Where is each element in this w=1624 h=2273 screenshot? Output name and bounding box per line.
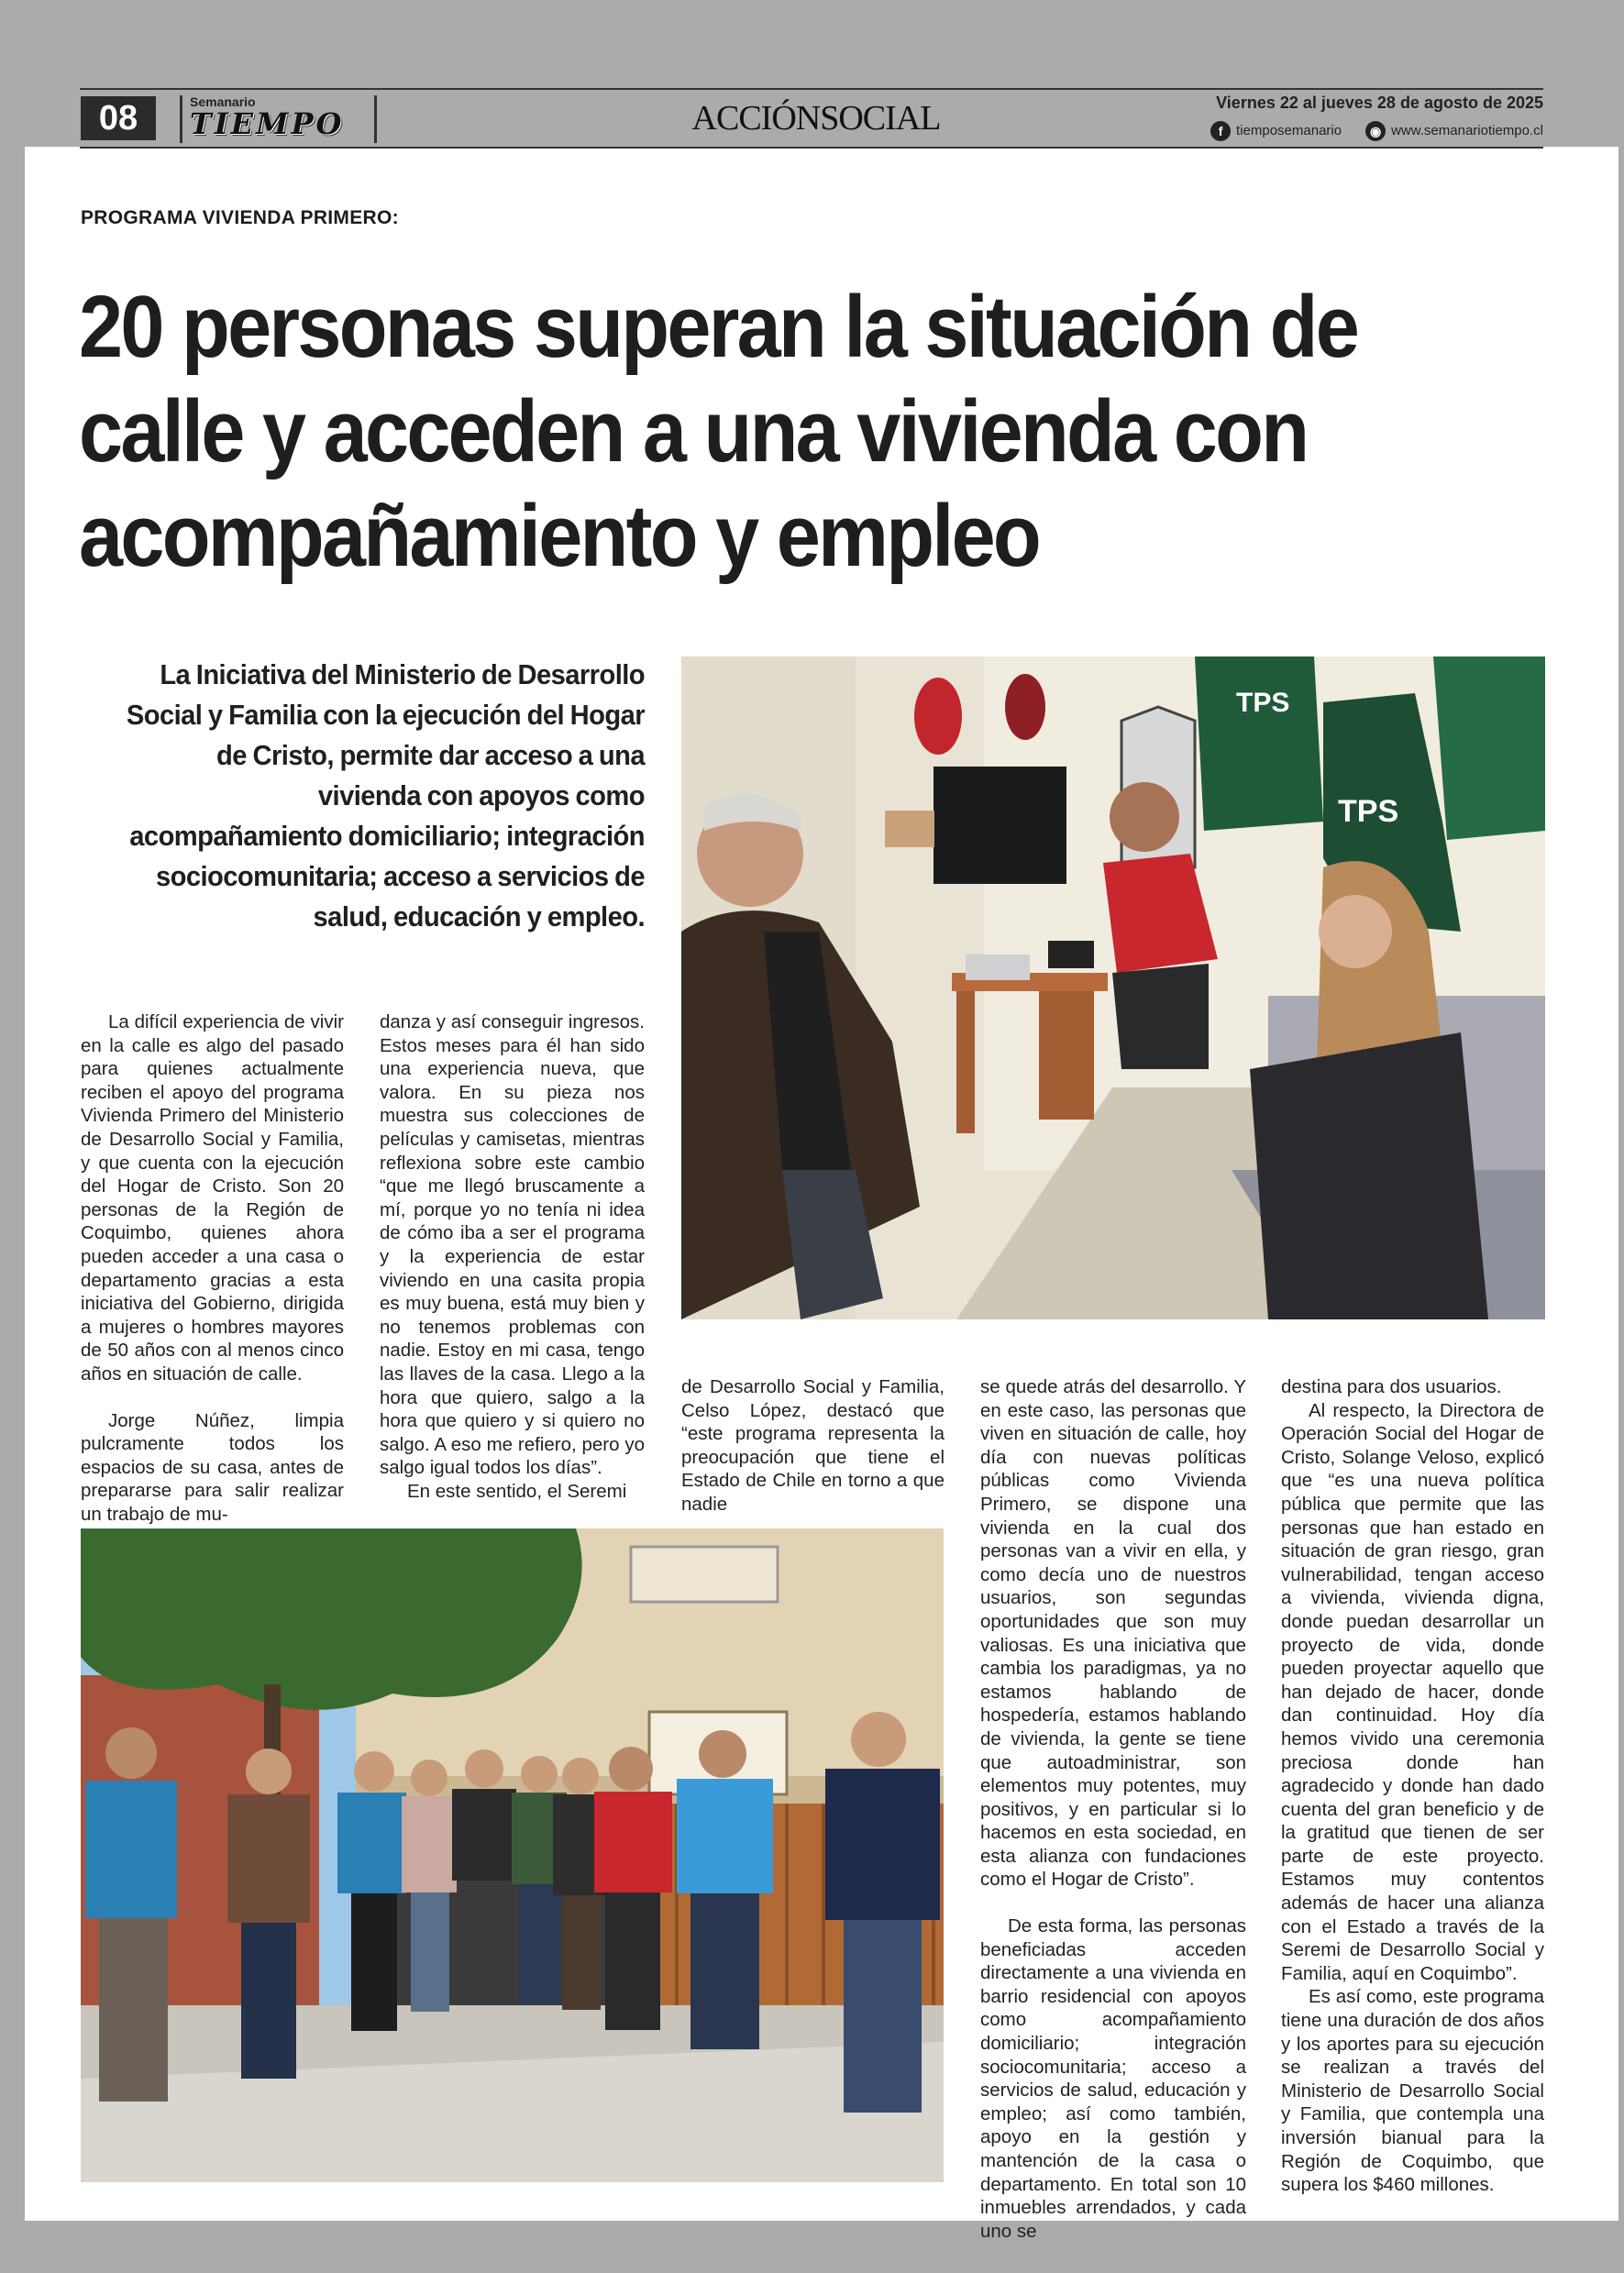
section-title: ACCIÓNSOCIAL xyxy=(691,99,941,138)
paragraph: De esta forma, las personas beneficiadas acceden directamente a una vivienda en barrio residencial con apoyos como acompañamiento domiciliario; integración sociocomunitaria; acceso a servicios de salud, educación y empleo; así como también, apoyo en la gestión y mantención de la casa o departamento. En total son 10 inmuebles arrendados, y cada uno se xyxy=(980,1915,1246,2242)
masthead-brand xyxy=(180,95,377,143)
article-kicker: PROGRAMA VIVIENDA PRIMERO: xyxy=(81,207,399,228)
brand-small-label: Semanario xyxy=(190,94,256,109)
web-icon: ◉ xyxy=(1365,121,1386,141)
paragraph: Al respecto, la Directora de Operación Social del Hogar de Cristo, Solange Veloso, explicó que “es una nueva política pública que permite que las personas que han estado en situación de gran riesgo, gran vulnerabilidad, tengan acceso a vivienda, vivienda digna, donde puedan desarrollar un proyecto de vida, donde pueden proyectar aquello que han dejado de hacer, donde dan continuidad. Hoy día hemos vivido una ceremonia preciosa donde han agradecido y donde han dado cuenta del gran beneficio y de la gratitud que tienen de ser parte de este proyecto. Estamos muy contentos además de hacer una alianza con el Estado a través de la Seremi de Desarrollo Social y Familia, aquí en Coquimbo”. xyxy=(1281,1399,1544,1984)
paragraph: En este sentido, el Seremi xyxy=(407,1480,627,1502)
article-column-5 xyxy=(1281,1375,1544,2197)
paragraph: de Desarrollo Social y Familia, Celso López, destacó que “este programa representa la preocupación que tiene el Estado de Chile en torno a que nadie xyxy=(681,1376,945,1515)
facebook-handle[interactable]: tiemposemanario xyxy=(1236,123,1342,138)
paragraph: Jorge Núñez, limpia pulcramente todos los espacios de su casa, antes de prepararse para salir realizar un trabajo de mu- xyxy=(81,1409,344,1525)
header-rule-top xyxy=(80,88,1543,90)
article-column-1 xyxy=(81,1010,344,1526)
jersey-text-2: TPS xyxy=(1338,794,1399,829)
social-links xyxy=(1158,119,1543,143)
website-link[interactable]: www.semanariotiempo.cl xyxy=(1391,123,1543,138)
article-deck: La Iniciativa del Ministerio de Desarrollo Social y Familia con la ejecución del Hogar de Cristo, permite dar acceso a una vivienda con apoyos como acompañamiento domiciliario; integración sociocomunitaria; acceso a servicios de salud, educación y empleo. xyxy=(126,658,646,932)
header-rule-bottom xyxy=(80,147,1543,149)
issue-date: Viernes 22 al jueves 28 de agosto de 2025 xyxy=(1216,94,1543,112)
page-number: 08 xyxy=(81,96,156,140)
jersey-text-1: TPS xyxy=(1236,688,1290,718)
facebook-icon: f xyxy=(1210,121,1231,141)
photo-room-interior xyxy=(681,657,1545,1319)
paragraph: se quede atrás del desarrollo. Y en este caso, las personas que viven en situación de calle, hoy día con nuevas políticas públicas como Vivienda Primero, se dispone una vivienda en la cual dos personas van a vivir en ella, y como decía uno de nuestros usuarios, son segundas oportunidades que son muy valiosas. Es una iniciativa que cambia los paradigmas, ya no estamos hablando de hospedería, estamos hablando de vivienda, la gente se tiene que autoadministrar, son elementos muy potentes, muy positivos, y en particular si lo hacemos en esta sociedad, en esta alianza con fundaciones como el Hogar de Cristo”. xyxy=(980,1376,1246,1891)
paragraph: La difícil experiencia de vivir en la calle es algo del pasado para quienes actualmente reciben el apoyo del programa Vivienda Primero del Ministerio de Desarrollo Social y Familia, y que cuenta con la ejecución del Hogar de Cristo. Son 20 personas de la Región de Coquimbo, quienes ahora pueden acceder a una casa o departamento gracias a esta iniciativa del Gobierno, dirigida a mujeres o hombres mayores de 50 años con al menos cinco años en situación de calle. xyxy=(81,1011,344,1385)
brand-name: TIEMPO xyxy=(190,106,345,141)
paragraph: Es así como, este programa tiene una duración de dos años y los aportes para su ejecución se realizan a través del Ministerio de Desarrollo Social y Familia, que contempla una inversión bianual para la Región de Coquimbo, que supera los $460 millones. xyxy=(1281,1986,1544,2196)
article-column-4 xyxy=(980,1375,1246,2243)
paragraph: destina para dos usuarios. xyxy=(1281,1376,1502,1397)
photo-group-outside xyxy=(81,1528,944,2182)
paragraph: danza y así conseguir ingresos. Estos meses para él han sido una experiencia nueva, que valora. En su pieza nos muestra sus colecciones de películas y camisetas, mientras reflexiona sobre este cambio “que me llegó bruscamente a mí, porque yo no tenía ni idea de cómo iba a ser el programa y la experiencia de estar viviendo en una casita propia es muy buena, está muy bien y no tenemos problemas con nadie. Estoy en mi casa, tengo las llaves de la casa. Llego a la hora que quiero, salgo a la hora que quiero y si quiero no salgo. A eso me refiero, pero yo salgo igual todos los días”. xyxy=(380,1011,645,1479)
article-column-2 xyxy=(380,1010,645,1503)
article-headline: 20 personas superan la situación de calle y acceden a una vivienda con acompañamiento y empleo xyxy=(79,278,1358,585)
article-column-3 xyxy=(681,1375,945,1517)
